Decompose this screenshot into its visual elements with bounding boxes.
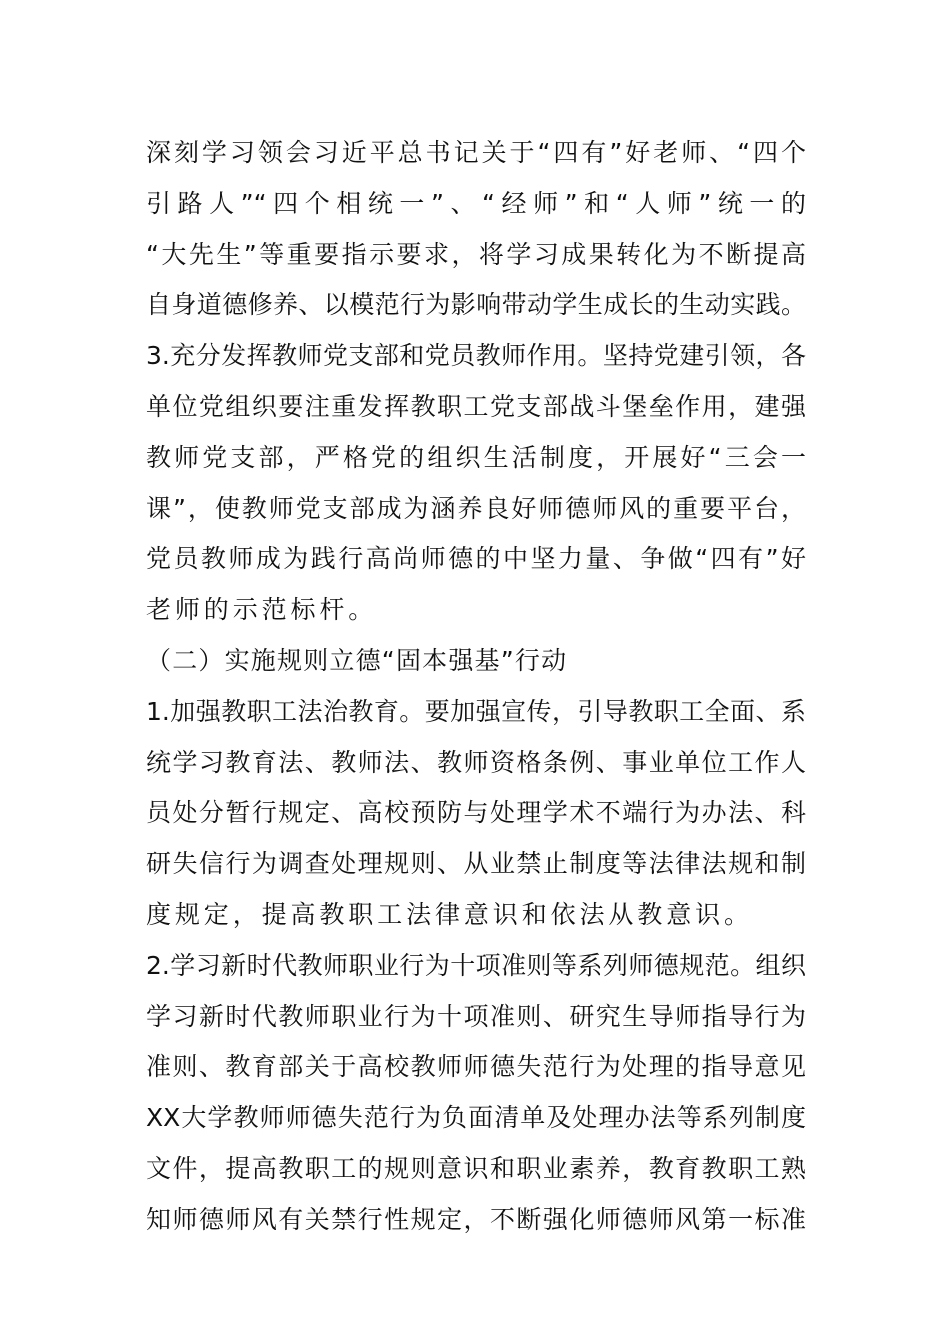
text-line: 研失信行为调查处理规则、从业禁止制度等法律法规和制 — [146, 849, 806, 879]
text-line: 统学习教育法、教师法、教师资格条例、事业单位工作人 — [146, 747, 806, 777]
text-line: 老师的示范标杆。 — [146, 595, 378, 625]
text-line: 准则、教育部关于高校教师师德失范行为处理的指导意见 — [146, 1052, 806, 1082]
text-line: 3.充分发挥教师党支部和党员教师作用。坚持党建引领，各 — [146, 341, 806, 371]
text-line: XX大学教师师德失范行为负面清单及处理办法等系列制度 — [146, 1103, 806, 1133]
text-line: 党员教师成为践行高尚师德的中坚力量、争做“四有”好 — [146, 544, 806, 574]
text-line: 课”，使教师党支部成为涵养良好师德师风的重要平台， — [146, 493, 806, 523]
section-heading: （二）实施规则立德“固本强基”行动 — [146, 645, 568, 675]
text-line: 员处分暂行规定、高校预防与处理学术不端行为办法、科 — [146, 798, 806, 828]
text-line: 1.加强教职工法治教育。要加强宣传，引导教职工全面、系 — [146, 696, 806, 726]
text-line: 知师德师风有关禁行性规定，不断强化师德师风第一标准 — [146, 1204, 806, 1234]
text-line: 度规定，提高教职工法律意识和依法从教意识。 — [146, 899, 753, 929]
text-line: 学习新时代教师职业行为十项准则、研究生导师指导行为 — [146, 1001, 806, 1031]
text-line: 教师党支部，严格党的组织生活制度，开展好“三会一 — [146, 442, 806, 472]
text-line: 引路人”“四个相统一”、“经师”和“人师”统一的 — [146, 188, 806, 218]
text-line: 自身道德修养、以模范行为影响带动学生成长的生动实践。 — [146, 290, 806, 320]
text-line: “大先生”等重要指示要求，将学习成果转化为不断提高 — [146, 239, 806, 269]
text-line: 2.学习新时代教师职业行为十项准则等系列师德规范。组织 — [146, 950, 806, 980]
text-line: 单位党组织要注重发挥教职工党支部战斗堡垒作用，建强 — [146, 391, 806, 421]
text-line: 深刻学习领会习近平总书记关于“四有”好老师、“四个 — [146, 138, 806, 167]
text-line: 文件，提高教职工的规则意识和职业素养，教育教职工熟 — [146, 1153, 806, 1183]
document-body — [146, 128, 806, 1246]
